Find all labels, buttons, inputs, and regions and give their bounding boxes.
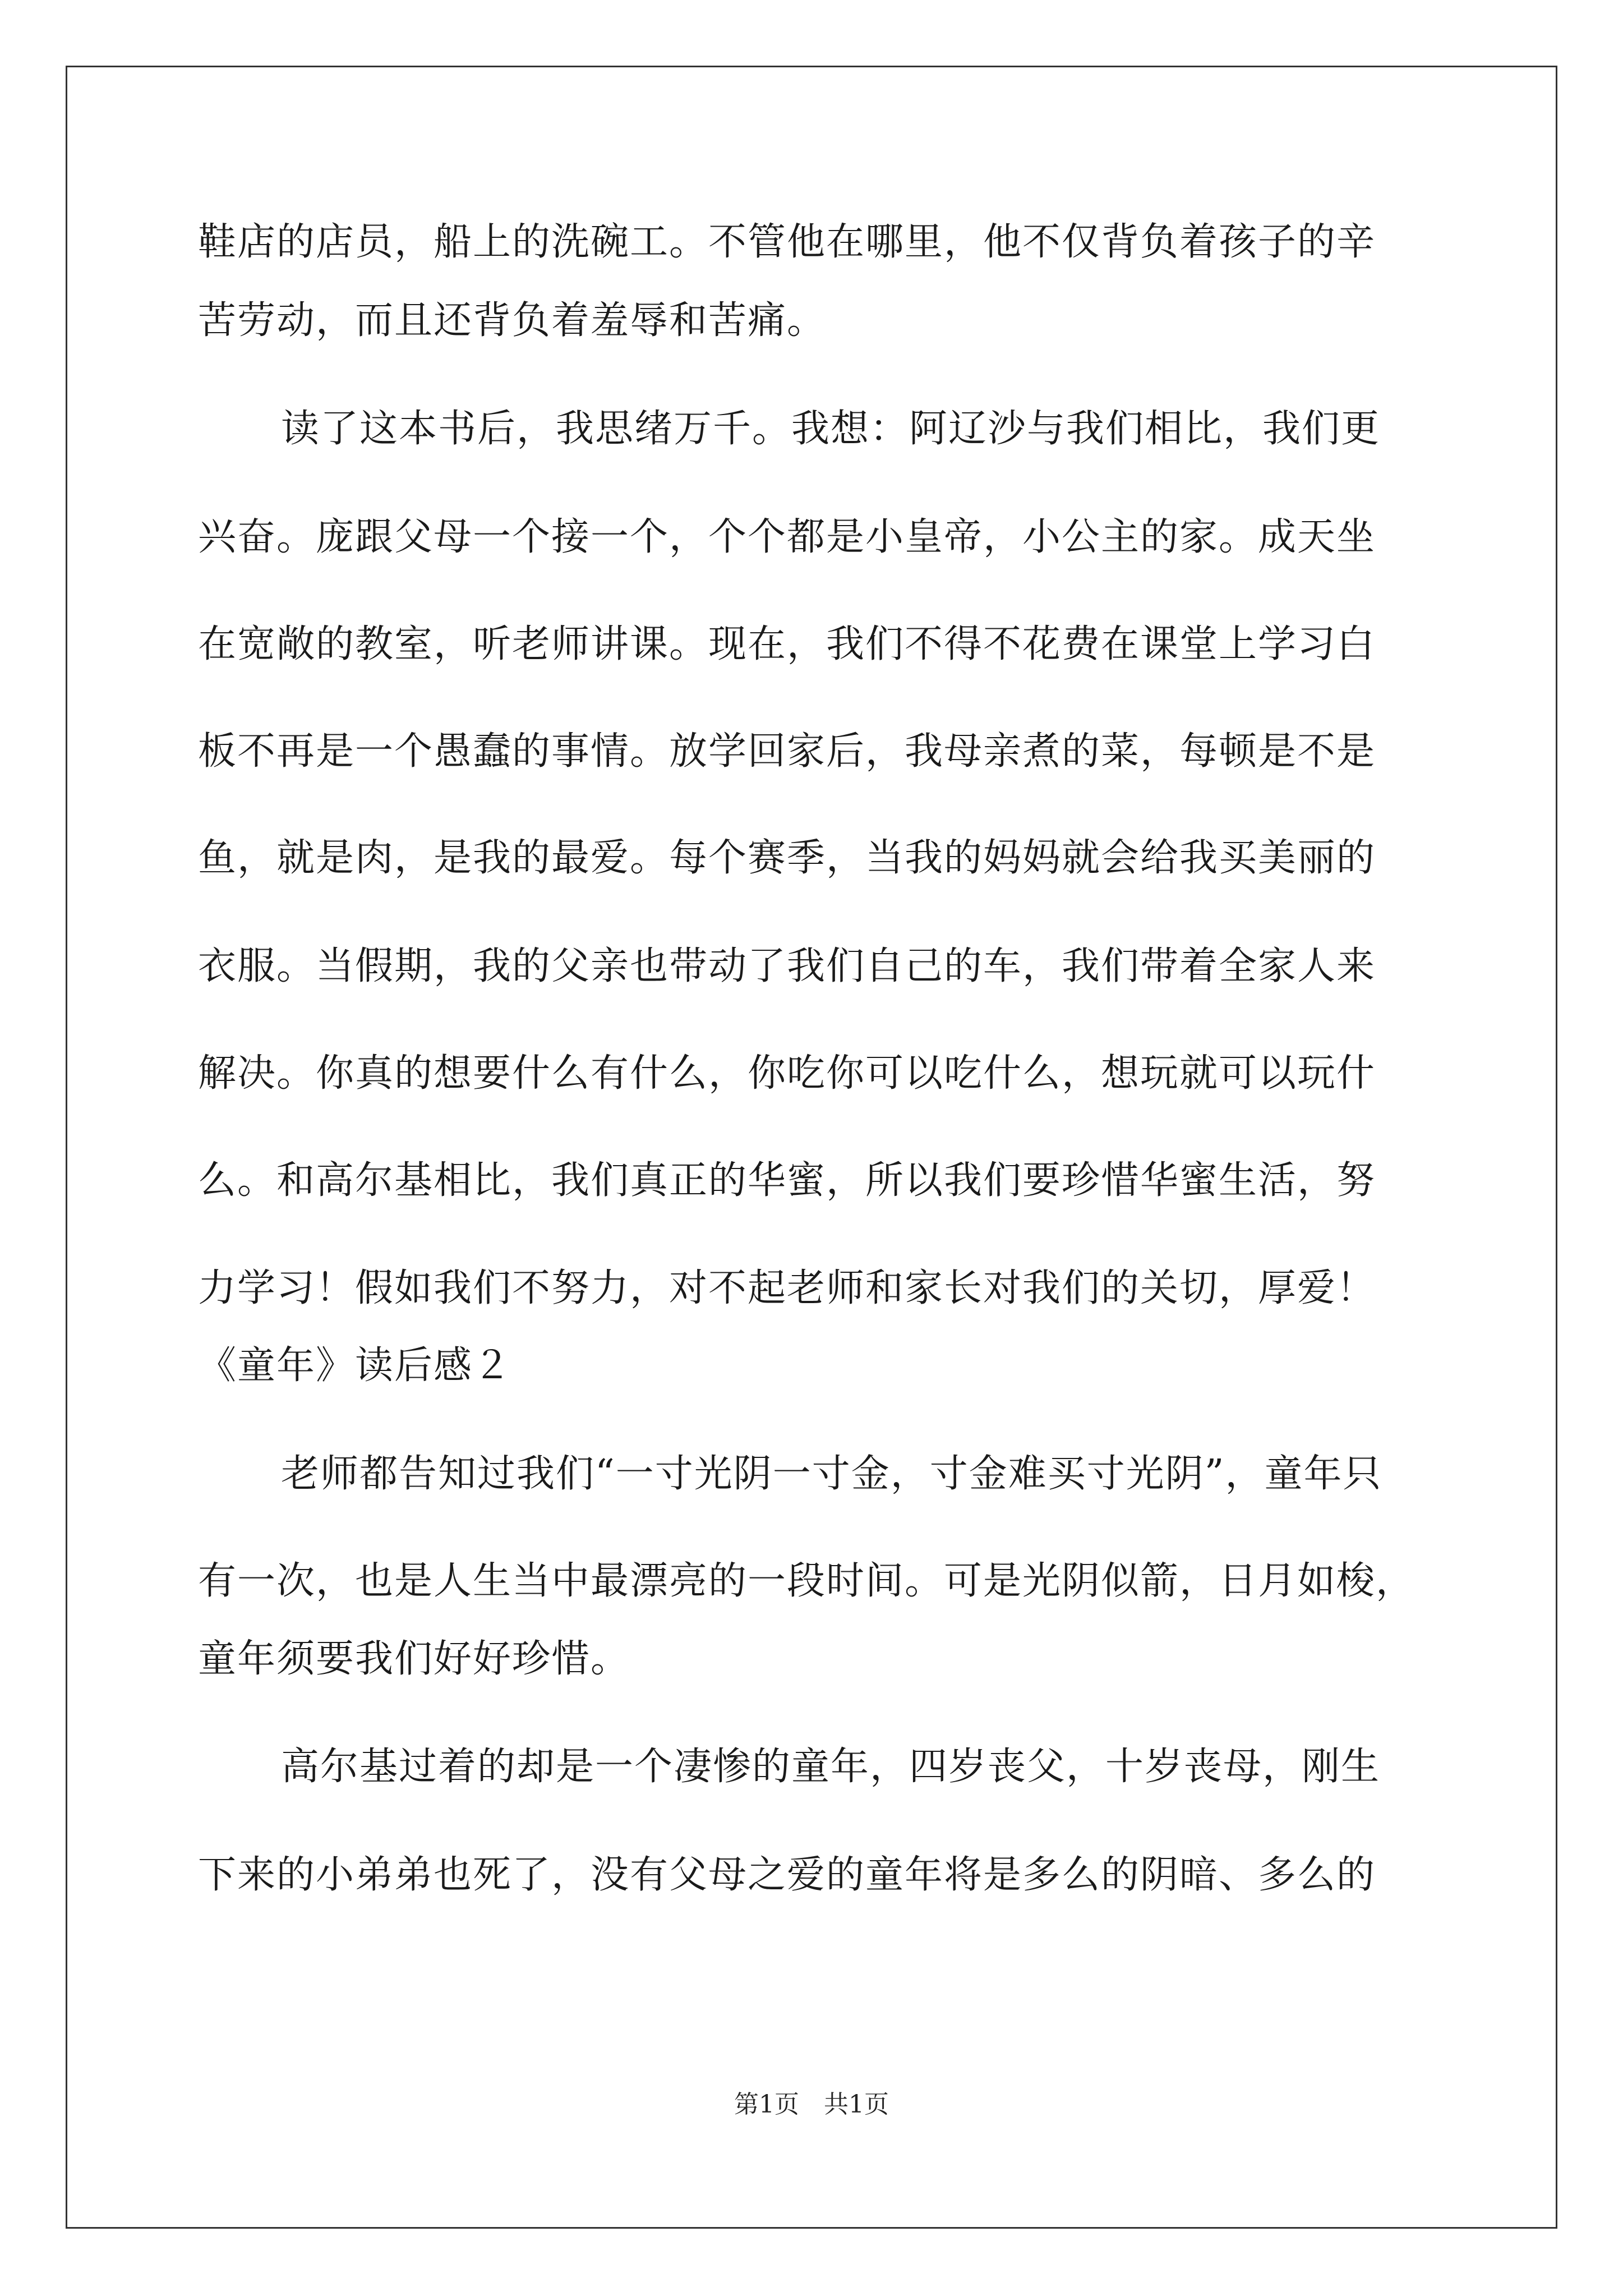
text-line: 有一次，也是人生当中最漂亮的一段时间。可是光阴似箭，日月如梭，: [198, 1559, 1415, 1603]
section-heading: 《童年》读后感２: [198, 1343, 513, 1388]
text-line: 力学习！假如我们不努力，对不起老师和家长对我们的关切，厚爱！: [198, 1266, 1376, 1310]
page-number: 第1页: [734, 2090, 799, 2119]
text-line: 鞋店的店员，船上的洗碗工。不管他在哪里，他不仅背负着孩子的辛: [198, 220, 1376, 264]
text-line: 兴奋。庞跟父母一个接一个，个个都是小皇帝，小公主的家。成天坐: [198, 515, 1376, 559]
page-footer: [0, 2088, 1623, 2122]
text-line: 么。和高尔基相比，我们真正的华蜜，所以我们要珍惜华蜜生活，努: [198, 1158, 1376, 1203]
text-line: 下来的小弟弟也死了，没有父母之爱的童年将是多么的阴暗、多么的: [198, 1853, 1376, 1897]
text-line: 衣服。当假期，我的父亲也带动了我们自己的车，我们带着全家人来: [198, 944, 1376, 988]
text-line: 在宽敞的教室，听老师讲课。现在，我们不得不花费在课堂上学习白: [198, 622, 1376, 666]
text-line: 解决。你真的想要什么有什么，你吃你可以吃什么，想玩就可以玩什: [198, 1051, 1376, 1096]
total-pages: 共1页: [824, 2090, 889, 2119]
paragraph-start-line: 老师都告知过我们“一寸光阴一寸金，寸金难买寸光阴”，童年只: [281, 1452, 1382, 1496]
text-line: 板不再是一个愚蠢的事情。放学回家后，我母亲煮的菜，每顿是不是: [198, 729, 1376, 774]
paragraph-start-line: 高尔基过着的却是一个凄惨的童年，四岁丧父，十岁丧母，刚生: [281, 1745, 1381, 1789]
text-line: 鱼，就是肉，是我的最爱。每个赛季，当我的妈妈就会给我买美丽的: [198, 836, 1376, 880]
paragraph-start-line: 读了这本书后，我思绪万千。我想：阿辽沙与我们相比，我们更: [281, 407, 1381, 451]
text-line: 苦劳动，而且还背负着羞辱和苦痛。: [198, 298, 827, 343]
page-border: [66, 66, 1557, 2229]
text-line: 童年须要我们好好珍惜。: [198, 1637, 630, 1681]
